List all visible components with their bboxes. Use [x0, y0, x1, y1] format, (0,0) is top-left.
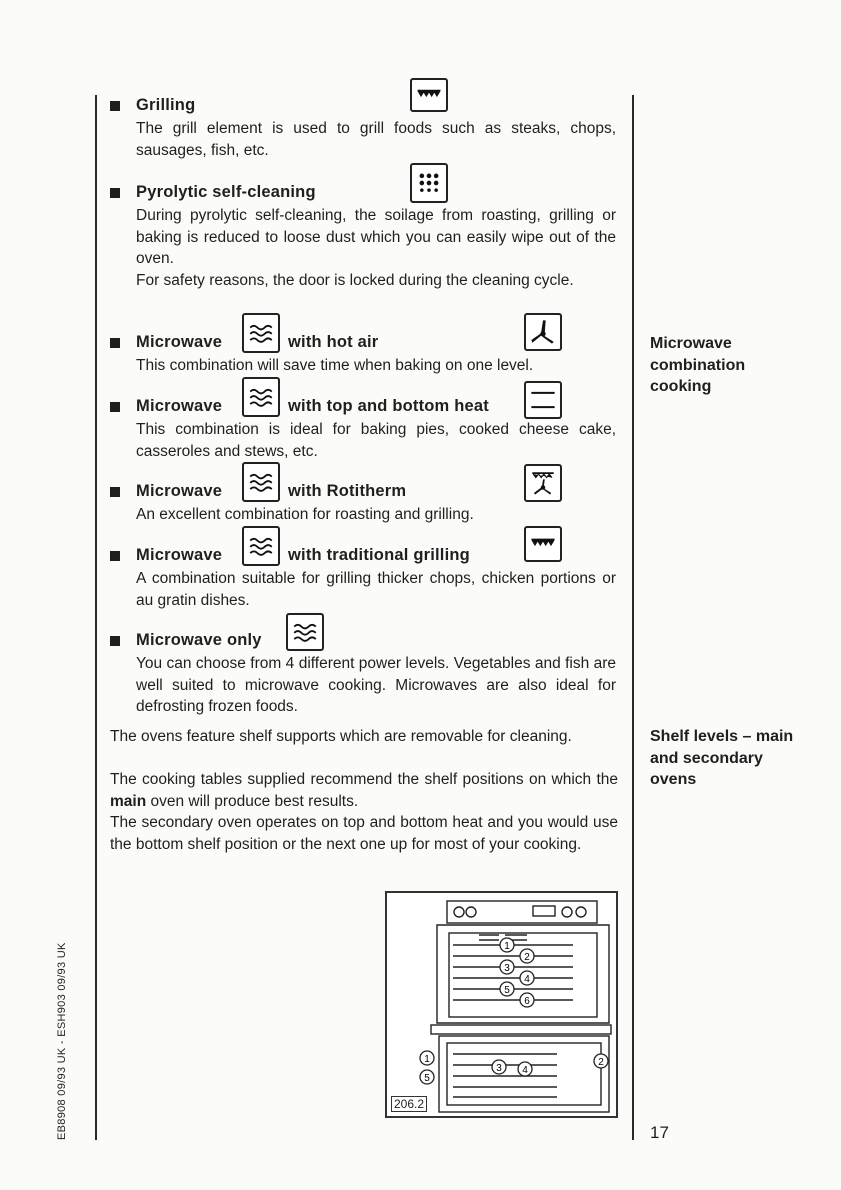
item-body: A combination suitable for grilling thicker chops, chicken portions or au gratin dishes.	[136, 570, 616, 609]
item-body: You can choose from 4 different power levels. Vegetables and fish are well suited to microwave cooking. Microwaves are also ideal for defrosting frozen foods.	[136, 655, 616, 715]
page-number: 17	[650, 1123, 669, 1142]
item-body: The grill element is used to grill foods such as steaks, chops, sausages, fish, etc.	[136, 120, 616, 159]
fan-icon	[524, 313, 562, 351]
upper-shelf-level-2: 2	[524, 952, 530, 963]
grill-icon	[410, 78, 448, 112]
sidebar-microwave-combination: Microwave combination cooking	[650, 335, 746, 395]
item-body-2: For safety reasons, the door is locked during the cleaning cycle.	[136, 272, 574, 289]
bullet	[110, 101, 120, 111]
lower-shelf-level-2: 2	[598, 1057, 604, 1068]
microwave-icon	[242, 313, 280, 353]
item-title: Microwave only	[136, 631, 262, 649]
item-title-2: with traditional grilling	[288, 546, 470, 564]
upper-shelf-level-5: 5	[504, 985, 510, 996]
paragraph-bold-text: main	[110, 792, 147, 810]
lower-shelf-level-5: 5	[424, 1073, 430, 1084]
item-title-2: with top and bottom heat	[288, 397, 489, 415]
grill-icon	[524, 526, 562, 562]
lower-shelf-level-4: 4	[522, 1065, 528, 1076]
sidebar-shelf-levels: Shelf levels – main and secondary ovens	[650, 728, 794, 788]
microwave-icon	[242, 462, 280, 502]
shelf-paragraph-2	[110, 769, 618, 812]
item-body: An excellent combination for roasting and grilling.	[136, 506, 474, 523]
item-body: This combination will save time when baking on one level.	[136, 357, 534, 374]
lower-shelf-level-1: 1	[424, 1054, 430, 1065]
upper-shelf-level-6: 6	[524, 996, 530, 1007]
left-rule	[95, 95, 97, 1140]
upper-shelf-level-1: 1	[504, 941, 510, 952]
upper-shelf-level-3: 3	[504, 963, 510, 974]
top-bottom-heat-icon	[524, 381, 562, 419]
figure-label: 206.2	[391, 1096, 427, 1112]
bullet	[110, 338, 120, 348]
microwave-icon	[242, 377, 280, 417]
vertical-footer-code: EB8908 09/93 UK - ESH903 09/93 UK	[56, 942, 68, 1140]
item-title: Microwave	[136, 482, 223, 500]
bullet	[110, 551, 120, 561]
paragraph-text: oven will produce best results.	[146, 792, 359, 810]
item-title: Microwave	[136, 546, 223, 564]
item-title: Grilling	[136, 96, 196, 114]
upper-shelf-level-4: 4	[524, 974, 530, 985]
rotitherm-icon	[524, 464, 562, 502]
bullet	[110, 487, 120, 497]
item-title-2: with hot air	[288, 333, 379, 351]
bullet	[110, 188, 120, 198]
microwave-icon	[286, 613, 324, 651]
oven-shelf-diagram	[385, 891, 618, 1118]
item-title: Pyrolytic self-cleaning	[136, 183, 316, 201]
shelf-paragraph-3: The secondary oven operates on top and bottom heat and you would use the bottom shelf position or the next one up for most of your cooking.	[110, 814, 618, 853]
item-title: Microwave	[136, 397, 223, 415]
item-body: During pyrolytic self-cleaning, the soilage from roasting, grilling or baking is reduced to loose dust which you can easily wipe out of the oven.	[136, 207, 616, 267]
bullet	[110, 402, 120, 412]
middle-rule	[632, 95, 634, 1140]
bullet	[110, 636, 120, 646]
microwave-icon	[242, 526, 280, 566]
oven-diagram-drawing	[387, 893, 616, 1116]
paragraph-text: The cooking tables supplied recommend the shelf positions on which the	[110, 771, 618, 788]
lower-shelf-level-3: 3	[496, 1063, 502, 1074]
item-title: Microwave	[136, 333, 223, 351]
pyrolytic-icon	[410, 163, 448, 203]
shelf-paragraph-1: The ovens feature shelf supports which are removable for cleaning.	[110, 728, 572, 745]
item-title-2: with Rotitherm	[288, 482, 407, 500]
item-body: This combination is ideal for baking pies, cooked cheese cake, casseroles and stews, etc.	[136, 421, 616, 460]
